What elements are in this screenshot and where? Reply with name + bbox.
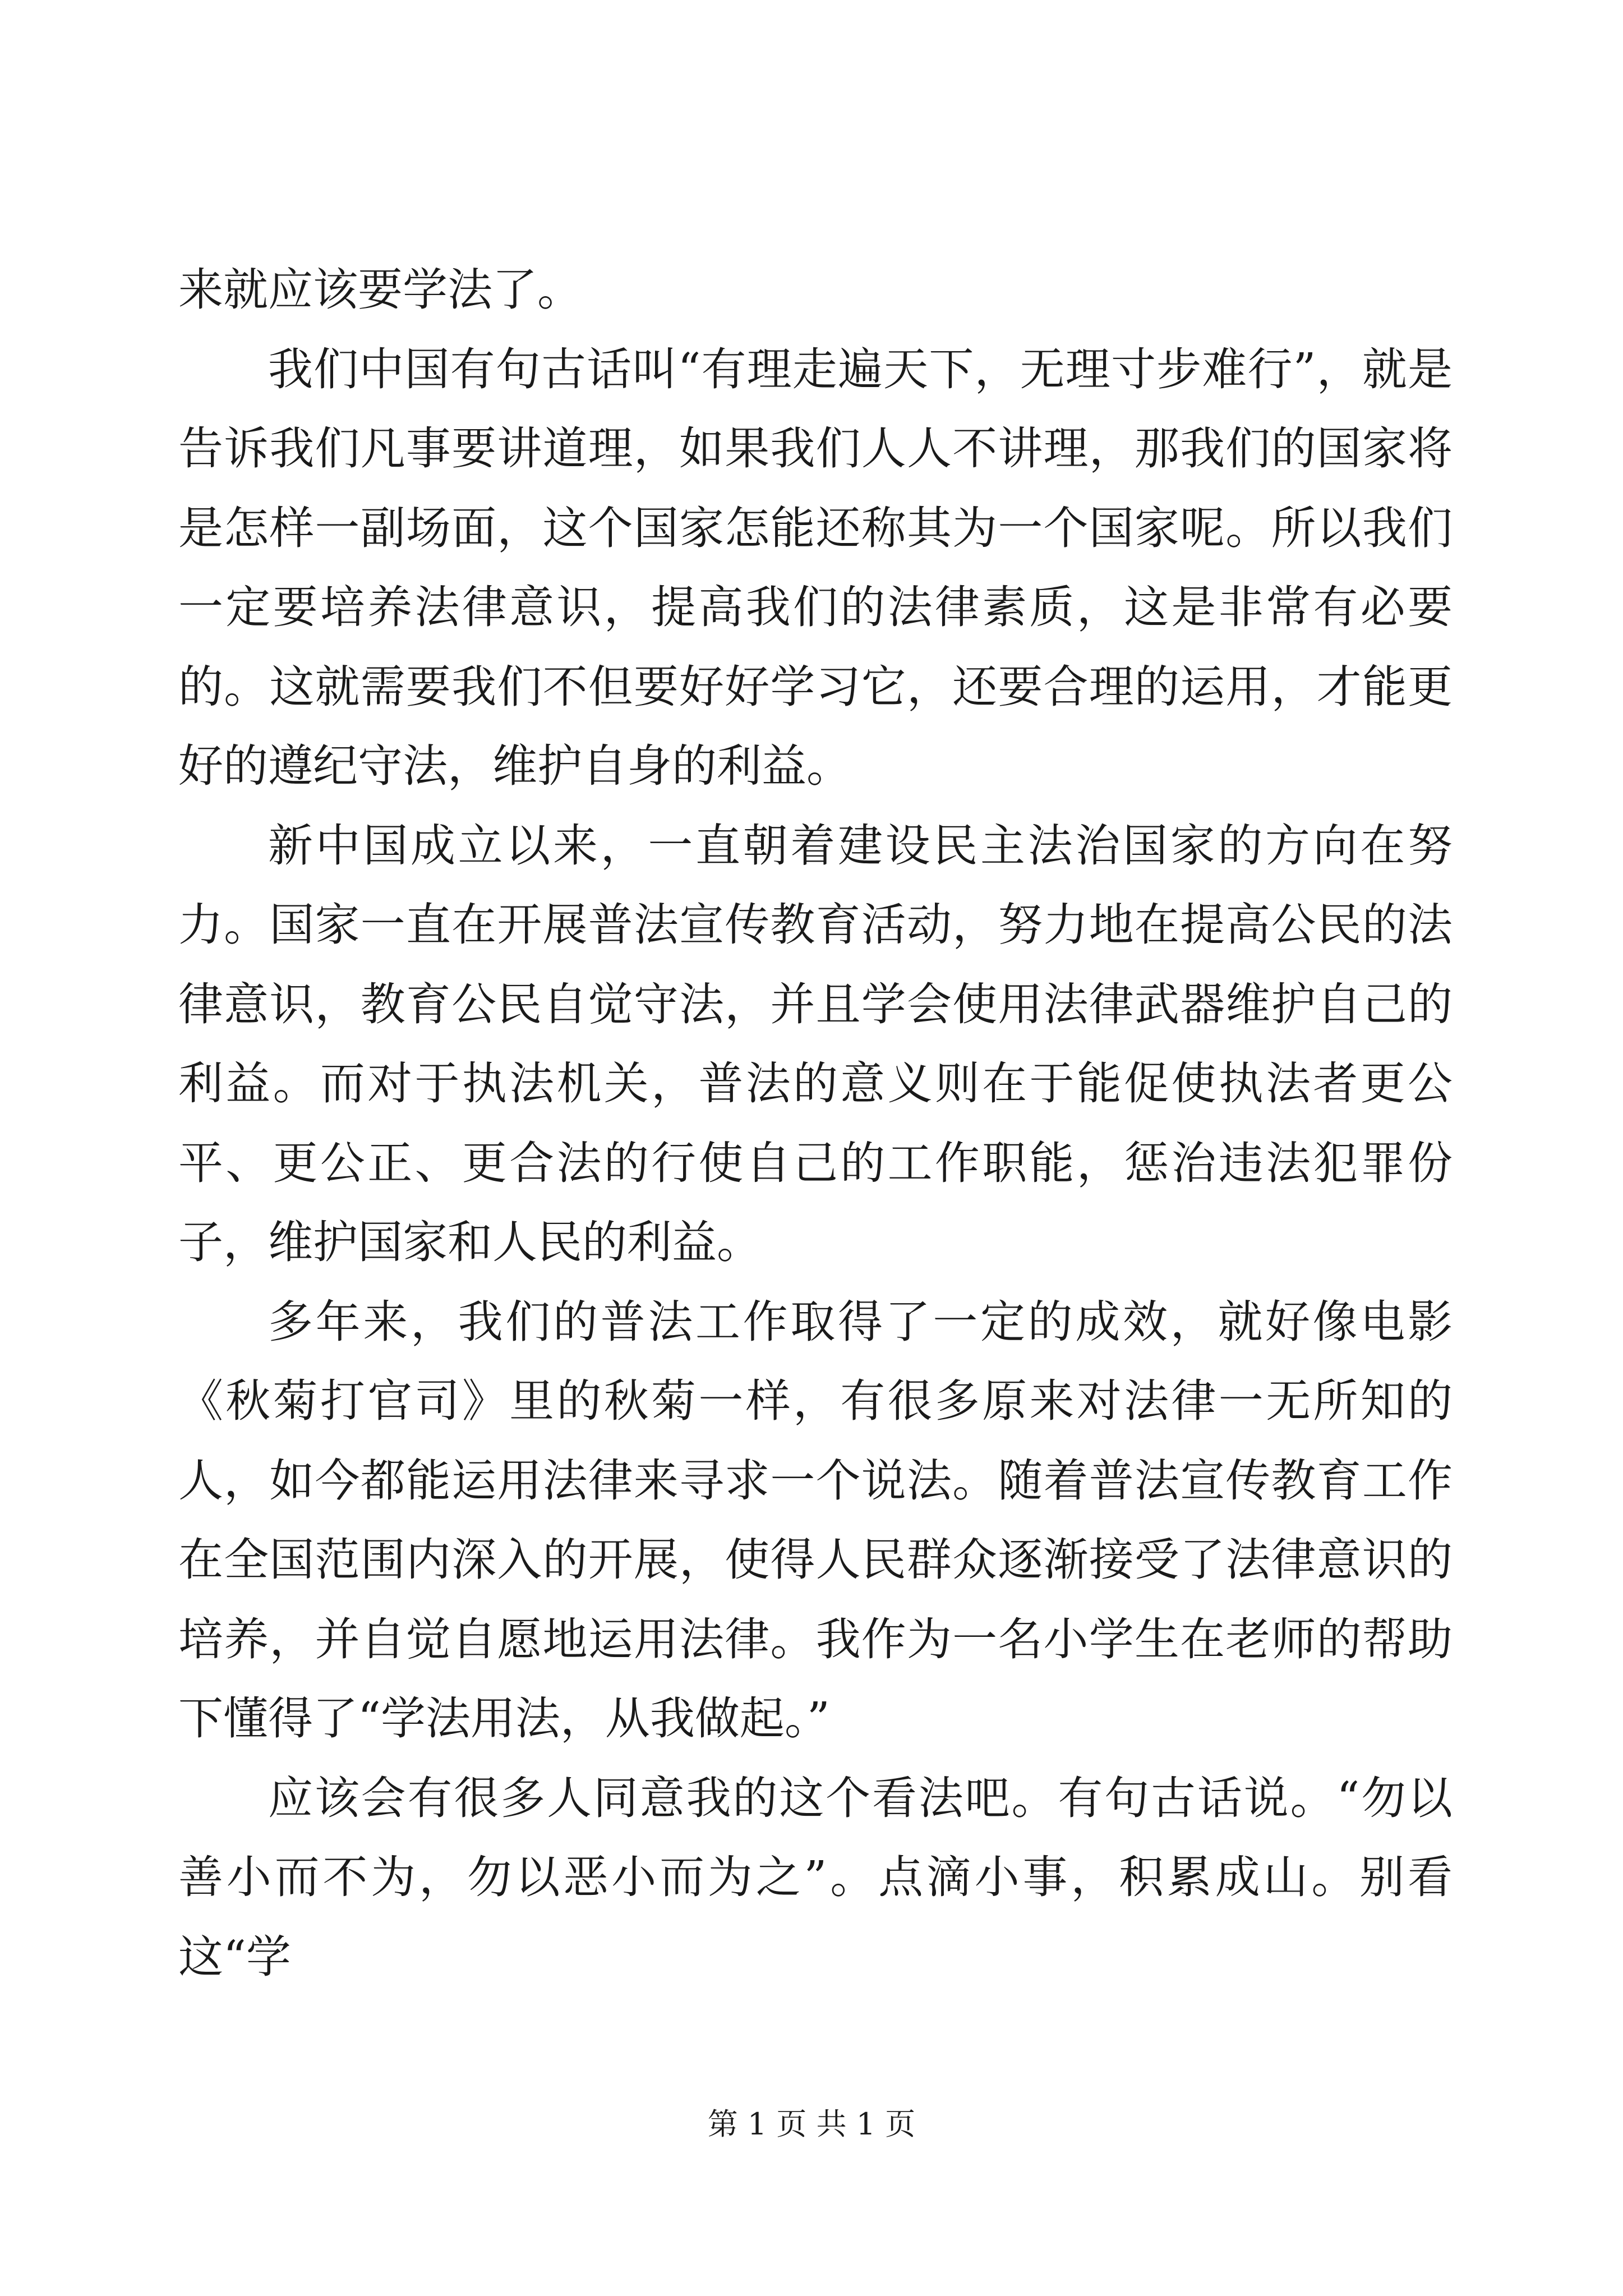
page-footer: 第 1 页 共 1 页 (707, 2106, 916, 2142)
paragraph-agreement: 应该会有很多人同意我的这个看法吧。有句古话说。“勿以善小而不为，勿以恶小而为之”。点滴小事，积累成山。别看这“学 (178, 1772, 1453, 1983)
paragraph-reasoning: 我们中国有句古话叫“有理走遍天下，无理寸步难行”，就是告诉我们凡事要讲道理，如果我们人人不讲理，那我们的国家将是怎样一副场面，这个国家怎能还称其为一个国家呢。所以我们一定要培养法律意识，提高我们的法律素质，这是非常有必要的。这就需要我们不但要好好学习它，还要合理的运用，才能更好的遵纪守法，维护自身的利益。 (178, 343, 1453, 792)
paragraph-legal-education: 新中国成立以来，一直朝着建设民主法治国家的方向在努力。国家一直在开展普法宣传教育活动，努力地在提高公民的法律意识，教育公民自觉守法，并且学会使用法律武器维护自己的利益。而对于执法机关，普法的意义则在于能促使执法者更公平、更公正、更合法的行使自己的工作职能，惩治违法犯罪份子，维护国家和人民的利益。 (178, 819, 1453, 1268)
document-body (178, 250, 1453, 1996)
paragraph-continuation: 来就应该要学法了。 (178, 264, 582, 316)
paragraph-achievements: 多年来，我们的普法工作取得了一定的成效，就好像电影《秋菊打官司》里的秋菊一样，有很多原来对法律一无所知的人，如今都能运用法律来寻求一个说法。随着普法宣传教育工作在全国范围内深入的开展，使得人民群众逐渐接受了法律意识的培养，并自觉自愿地运用法律。我作为一名小学生在老师的帮助下懂得了“学法用法，从我做起。” (178, 1295, 1453, 1745)
